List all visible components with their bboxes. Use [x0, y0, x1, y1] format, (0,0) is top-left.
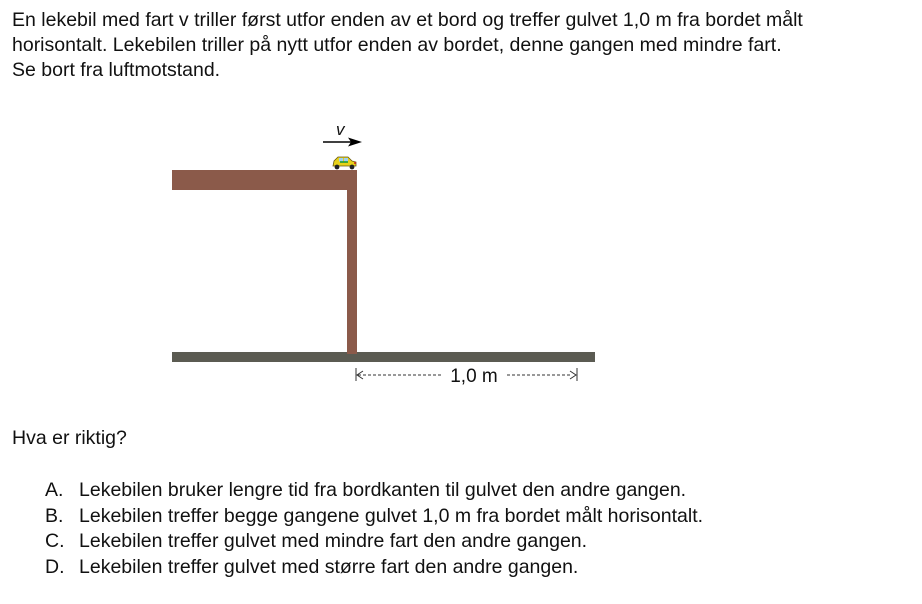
option-text: Lekebilen treffer gulvet med mindre fart den andre gangen.: [79, 530, 588, 552]
problem-line-1: En lekebil med fart v triller først utfor enden av et bord og treffer gulvet 1,0 m fra bordet målt: [12, 9, 803, 31]
problem-line-3: Se bort fra luftmotstand.: [12, 59, 221, 81]
question-prompt: Hva er riktig?: [12, 427, 127, 449]
table-leg: [347, 170, 357, 354]
velocity-label: v: [336, 120, 345, 139]
problem-line-2: horisontalt. Lekebilen triller på nytt utfor enden av bordet, denne gangen med mindre fart.: [12, 34, 782, 56]
option-a: [45, 478, 703, 504]
option-b: [45, 504, 703, 530]
option-letter: D.: [45, 555, 65, 578]
answer-options: [45, 478, 703, 580]
floor: [172, 352, 595, 362]
option-d: [45, 555, 703, 581]
option-letter: C.: [45, 530, 65, 552]
option-letter: B.: [45, 504, 64, 527]
option-letter: A.: [45, 479, 64, 501]
option-c: [45, 529, 703, 555]
table-top: [172, 170, 357, 190]
option-text: Lekebilen treffer begge gangene gulvet 1,0 m fra bordet målt horisontalt.: [79, 504, 704, 527]
option-text: Lekebilen treffer gulvet med større fart den andre gangen.: [79, 555, 579, 578]
option-text: Lekebilen bruker lengre tid fra bordkanten til gulvet den andre gangen.: [79, 479, 687, 501]
distance-label: 1,0 m: [450, 366, 498, 387]
toy-car-icon: [333, 157, 356, 169]
